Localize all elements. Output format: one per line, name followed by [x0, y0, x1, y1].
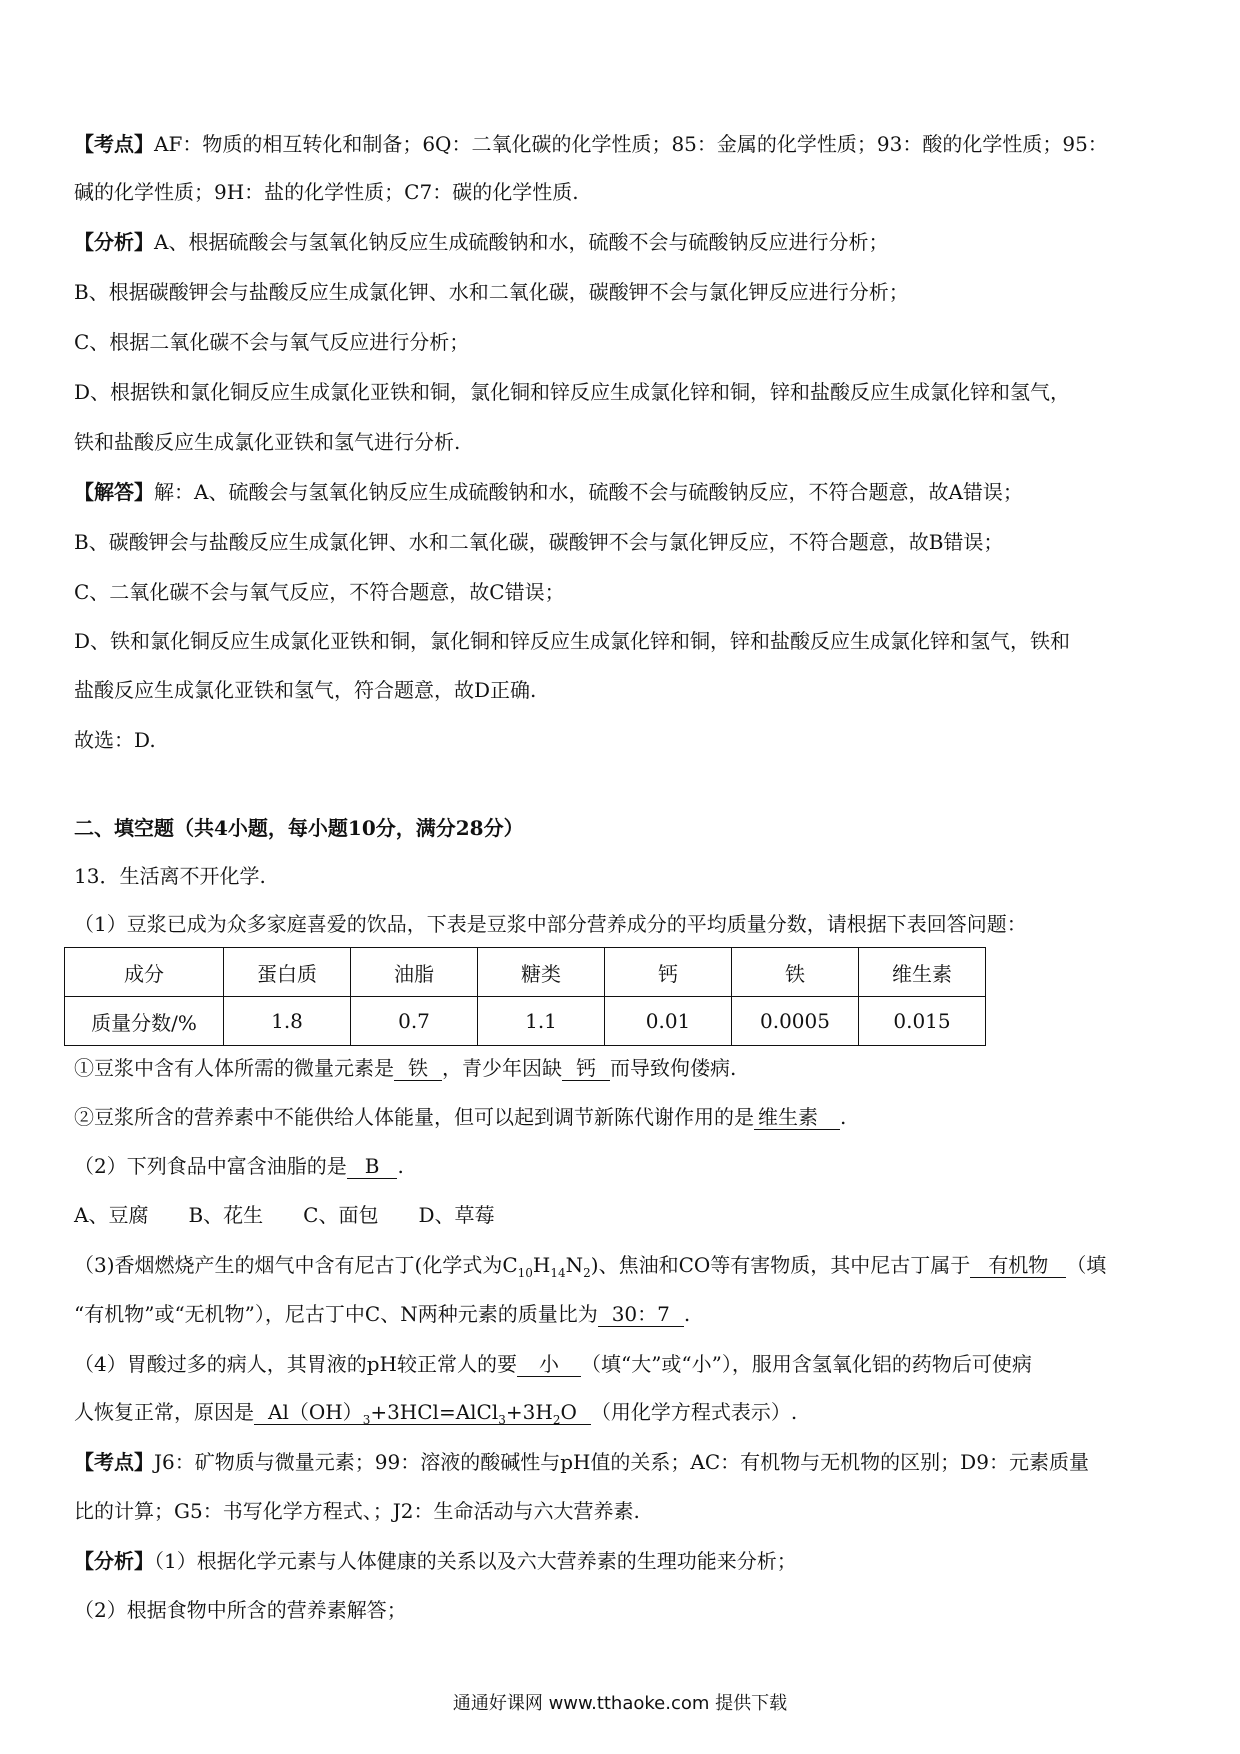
fenxi-line-1 — [74, 228, 1174, 256]
q13-stem: 13．生活离不开化学. — [74, 864, 266, 888]
q13-fenxi-line-1 — [74, 1547, 1174, 1575]
text: “有机物”或“无机物”），尼古丁中C、N两种元素的质量比为 — [74, 1302, 598, 1326]
nutrition-table — [64, 947, 986, 1046]
text: N — [565, 1253, 584, 1277]
table-header-row — [65, 948, 986, 997]
table-cell: 1.8 — [224, 997, 351, 1046]
text: （填“大”或“小”），服用含氢氧化铝的药物后可使病 — [580, 1352, 1032, 1376]
q13-part3-line2 — [74, 1300, 1174, 1328]
text: Al（OH） — [268, 1400, 363, 1424]
q13-part2 — [74, 1152, 1174, 1180]
q13-sub1 — [74, 1054, 1174, 1082]
table-cell: 铁 — [732, 948, 859, 997]
fenxi-text: （1）根据化学元素与人体健康的关系以及六大营养素的生理功能来分析； — [154, 1549, 797, 1573]
text: （3)香烟燃烧产生的烟气中含有尼古丁(化学式为C — [74, 1253, 518, 1277]
subscript: 14 — [550, 1266, 566, 1280]
jieda-line-4: D、铁和氯化铜反应生成氯化亚铁和铜，氯化铜和锌反应生成氯化锌和铜，锌和盐酸反应生成氯化锌和氢气，铁和 — [74, 629, 1071, 653]
text: （4）胃酸过多的病人，其胃液的pH较正常人的要 — [74, 1352, 517, 1376]
q13-options: A、豆腐 B、花生 C、面包 D、草莓 — [74, 1203, 495, 1227]
q13-kaodian-line-2: 比的计算；G5：书写化学方程式、；J2：生命活动与六大营养素. — [74, 1499, 640, 1523]
fenxi-line-4: D、根据铁和氯化铜反应生成氯化亚铁和铜，氯化铜和锌反应生成氯化锌和铜，锌和盐酸反应生成氯化锌和氢气， — [74, 380, 1071, 404]
fenxi-tag: 【分析】 — [74, 230, 154, 254]
kaodian-line-2: 碱的化学性质；9H：盐的化学性质；C7：碳的化学性质. — [74, 180, 579, 204]
q13-kaodian-line-1 — [74, 1448, 1174, 1476]
text: ①豆浆中含有人体所需的微量元素是 — [74, 1056, 394, 1080]
table-row — [65, 997, 986, 1046]
text: . — [840, 1105, 847, 1129]
fenxi-line-2: B、根据碳酸钾会与盐酸反应生成氯化钾、水和二氧化碳，碳酸钾不会与氯化钾反应进行分析； — [74, 280, 909, 304]
subscript: 2 — [552, 1413, 561, 1427]
fenxi-text: A、根据硫酸会与氢氧化钠反应生成硫酸钠和水，硫酸不会与硫酸钠反应进行分析； — [154, 230, 889, 254]
text: ②豆浆所含的营养素中不能供给人体能量，但可以起到调节新陈代谢作用的是 — [74, 1105, 754, 1129]
kaodian-tag: 【考点】 — [74, 1450, 154, 1474]
jieda-tag: 【解答】 — [74, 480, 154, 504]
text: （2）下列食品中富含油脂的是 — [74, 1154, 347, 1178]
subscript: 10 — [517, 1266, 533, 1280]
table-cell: 油脂 — [351, 948, 478, 997]
table-cell: 0.0005 — [732, 997, 859, 1046]
table-cell: 质量分数/% — [65, 997, 224, 1046]
table-cell: 糖类 — [478, 948, 605, 997]
text: 而导致佝偻病. — [610, 1056, 737, 1080]
table-cell: 1.1 — [478, 997, 605, 1046]
text: )、焦油和CO等有害物质，其中尼古丁属于 — [590, 1253, 971, 1277]
answer-blank: 钙 — [562, 1056, 610, 1081]
page-footer: 通通好课网 www.tthaoke.com 提供下载 — [452, 1693, 788, 1714]
fenxi-tag: 【分析】 — [74, 1549, 154, 1573]
text: ，青少年因缺 — [442, 1056, 562, 1080]
answer-blank — [254, 1400, 591, 1425]
jieda-line-5: 盐酸反应生成氯化亚铁和氢气，符合题意，故D正确. — [74, 678, 537, 702]
text: . — [683, 1302, 691, 1326]
table-cell: 钙 — [605, 948, 732, 997]
text: H — [532, 1253, 551, 1277]
table-cell: 成分 — [65, 948, 224, 997]
jieda-line-2: B、碳酸钾会与盐酸反应生成氯化钾、水和二氧化碳，碳酸钾不会与氯化钾反应，不符合题意，故B错误； — [74, 530, 1004, 554]
kaodian-line-1 — [74, 130, 1174, 158]
subscript: 2 — [583, 1266, 591, 1280]
q13-part4-line2 — [74, 1398, 1174, 1426]
answer-blank: 小 — [517, 1352, 581, 1377]
q13-part3-line1 — [74, 1251, 1174, 1279]
q13-part4-line1 — [74, 1350, 1174, 1378]
q13-fenxi-line-2: （2）根据食物中所含的营养素解答； — [74, 1598, 407, 1622]
jieda-text: 解：A、硫酸会与氢氧化钠反应生成硫酸钠和水，硫酸不会与硫酸钠反应，不符合题意，故A错误； — [154, 480, 1023, 504]
fenxi-line-3: C、根据二氧化碳不会与氧气反应进行分析； — [74, 330, 470, 354]
answer-blank: 铁 — [394, 1056, 442, 1081]
text: +3H — [505, 1400, 553, 1424]
answer-blank: B — [347, 1154, 398, 1179]
table-cell: 维生素 — [859, 948, 986, 997]
table-cell: 0.01 — [605, 997, 732, 1046]
kaodian-text: AF：物质的相互转化和制备；6Q：二氧化碳的化学性质；85：金属的化学性质；93：酸的化学性质；95： — [154, 132, 1108, 156]
answer-blank: 有机物 — [970, 1253, 1066, 1278]
text: （用化学方程式表示）. — [590, 1400, 798, 1424]
kaodian-text: J6：矿物质与微量元素；99：溶液的酸碱性与pH值的关系；AC：有机物与无机物的区别；D9：元素质量 — [154, 1450, 1089, 1474]
table-cell: 0.015 — [859, 997, 986, 1046]
text: . — [397, 1154, 404, 1178]
text: +3HCl=AlCl — [370, 1400, 499, 1424]
q13-sub2 — [74, 1103, 1174, 1131]
jieda-line-3: C、二氧化碳不会与氧气反应，不符合题意，故C错误； — [74, 580, 565, 604]
text: （填 — [1066, 1253, 1107, 1277]
text: 人恢复正常，原因是 — [74, 1400, 254, 1424]
text: O — [560, 1400, 577, 1424]
jieda-line-1 — [74, 478, 1174, 506]
section-title: 二、填空题（共4小题，每小题10分，满分28分） — [74, 816, 524, 840]
subscript: 3 — [498, 1413, 506, 1427]
table-cell: 蛋白质 — [224, 948, 351, 997]
answer-blank: 30：7 — [598, 1302, 684, 1327]
kaodian-tag: 【考点】 — [74, 132, 154, 156]
table-cell: 0.7 — [351, 997, 478, 1046]
q13-part1: （1）豆浆已成为众多家庭喜爱的饮品，下表是豆浆中部分营养成分的平均质量分数，请根据下表回答问题： — [74, 912, 1027, 936]
fenxi-line-5: 铁和盐酸反应生成氯化亚铁和氢气进行分析. — [74, 430, 461, 454]
answer-blank: 维生素 — [754, 1105, 840, 1130]
subscript: 3 — [362, 1413, 371, 1427]
answer-line: 故选：D. — [74, 728, 156, 752]
